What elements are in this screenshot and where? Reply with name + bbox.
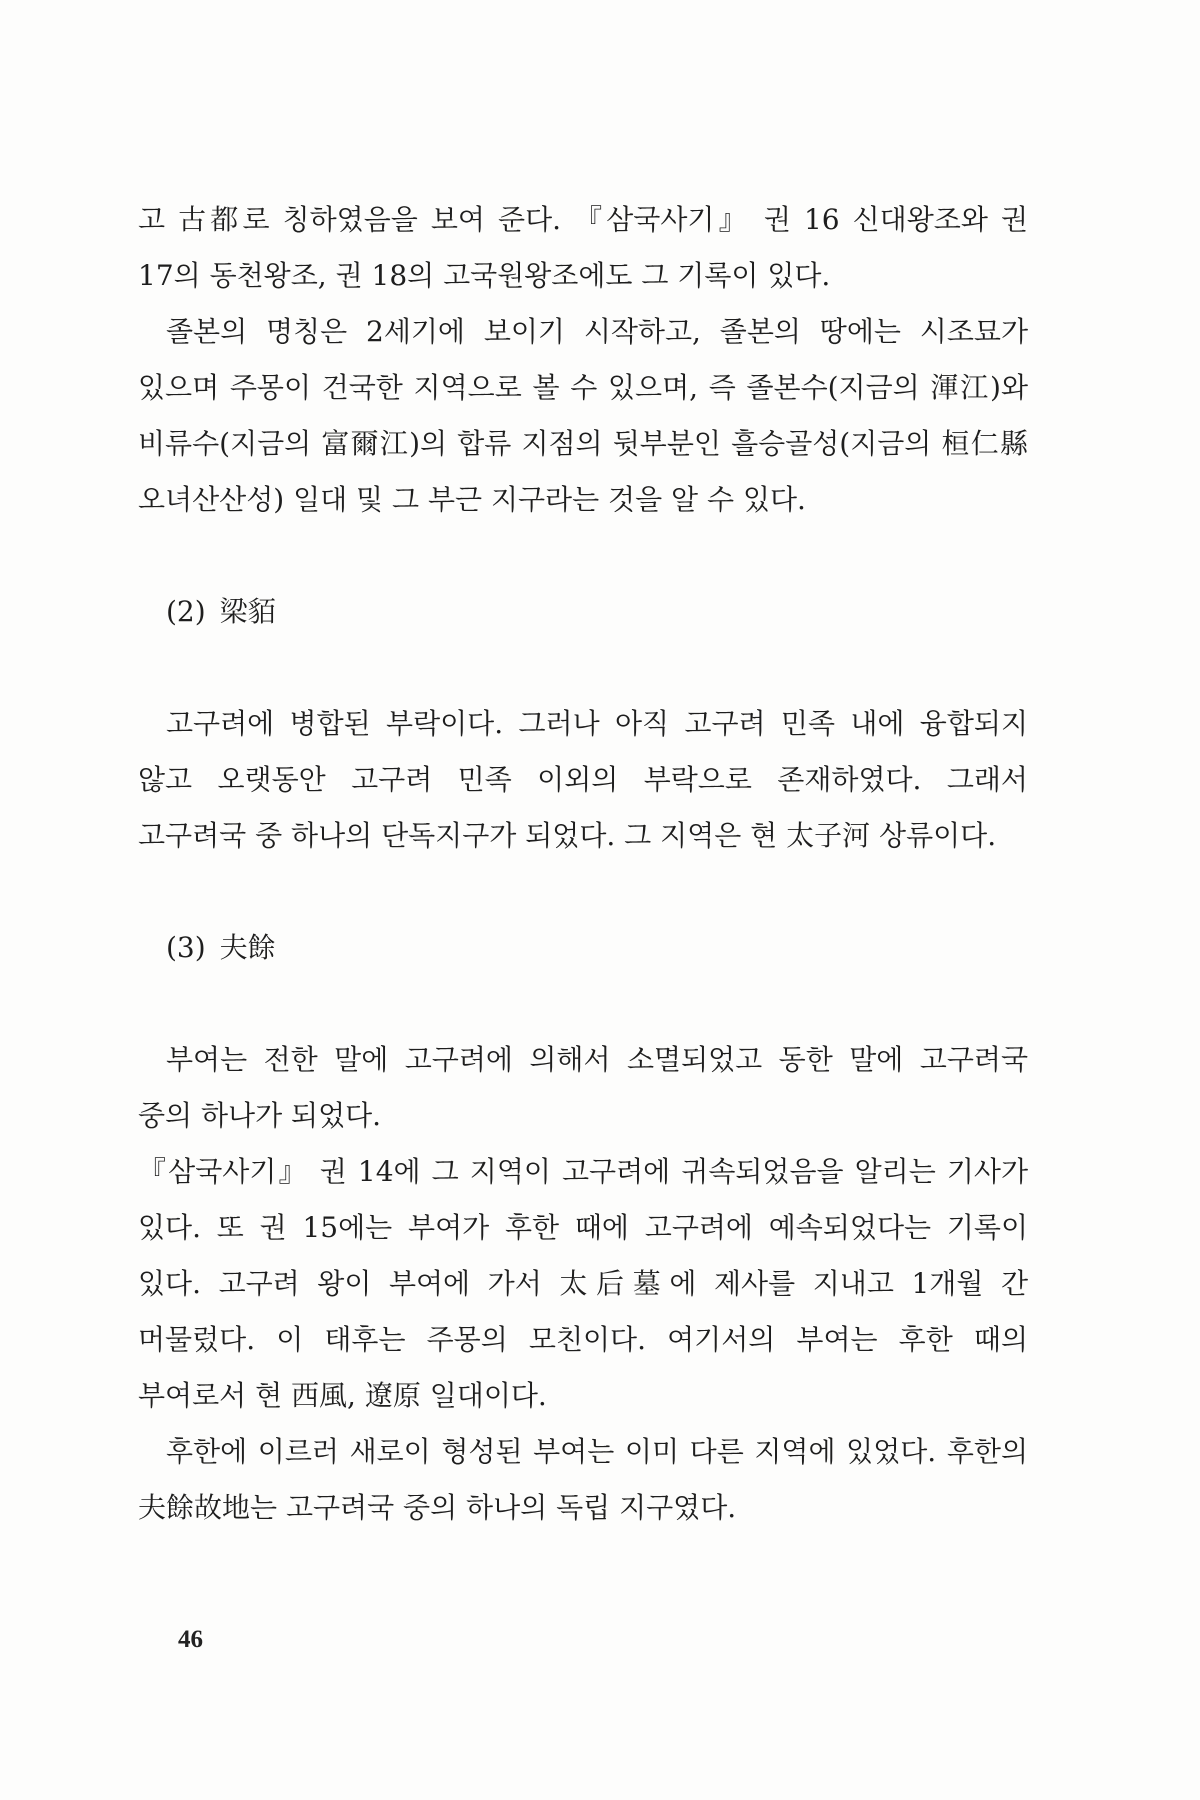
section-spacer	[138, 640, 1028, 696]
body-text	[138, 192, 1028, 1536]
paragraph: 고구려에 병합된 부락이다. 그러나 아직 고구려 민족 내에 융합되지 않고 오랫동안 고구려 민족 이외의 부락으로 존재하였다. 그래서 고구려국 중 하나의 단독지구가 되었다. 그 지역은 현 太子河 상류이다.	[138, 707, 1028, 852]
section-heading	[138, 920, 1028, 976]
section-spacer	[138, 976, 1028, 1032]
section-spacer	[138, 528, 1028, 584]
section-title: 夫餘	[219, 931, 276, 964]
section-spacer	[138, 864, 1028, 920]
paragraph: 후한에 이르러 새로이 형성된 부여는 이미 다른 지역에 있었다. 후한의 夫餘故地는 고구려국 중의 하나의 독립 지구였다.	[138, 1435, 1028, 1524]
section-heading	[138, 584, 1028, 640]
section-title: 梁貊	[219, 595, 276, 628]
paragraph: 졸본의 명칭은 2세기에 보이기 시작하고, 졸본의 땅에는 시조묘가 있으며 주몽이 건국한 지역으로 볼 수 있으며, 즉 졸본수(지금의 渾江)와 비류수(지금의 富爾江)의 합류 지점의 뒷부분인 흘승골성(지금의 桓仁縣 오녀산산성) 일대 및 그 부근 지구라는 것을 알 수 있다.	[138, 315, 1028, 516]
section-number: (2)	[166, 595, 206, 628]
paragraph: 부여는 전한 말에 고구려에 의해서 소멸되었고 동한 말에 고구려국 중의 하나가 되었다.	[138, 1043, 1028, 1132]
page-number: 46	[178, 1626, 203, 1653]
paragraph: 고 古都로 칭하였음을 보여 준다. 『삼국사기』 권 16 신대왕조와 권 17의 동천왕조, 권 18의 고국원왕조에도 그 기록이 있다.	[138, 203, 1028, 292]
section-number: (3)	[166, 931, 206, 964]
paragraph: 『삼국사기』 권 14에 그 지역이 고구려에 귀속되었음을 알리는 기사가 있다. 또 권 15에는 부여가 후한 때에 고구려에 예속되었다는 기록이 있다. 고구려 왕이 부여에 가서 太后墓에 제사를 지내고 1개월 간 머물렀다. 이 태후는 주몽의 모친이다. 여기서의 부여는 후한 때의 부여로서 현 西風, 遼原 일대이다.	[138, 1155, 1028, 1412]
